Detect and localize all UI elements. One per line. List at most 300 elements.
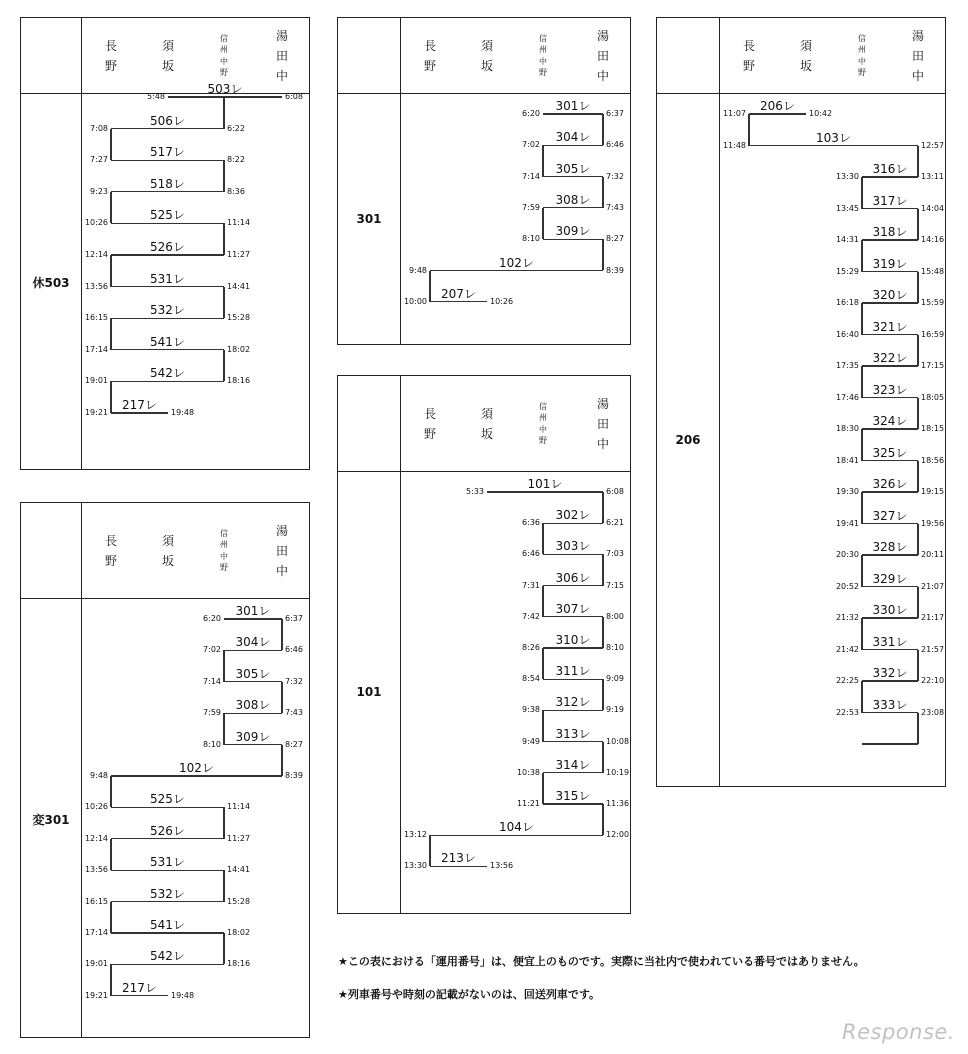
label-column-divider <box>81 503 82 1037</box>
train-number-label <box>873 349 908 366</box>
station-name-char: 長 <box>104 38 117 53</box>
train-number-label <box>556 537 591 554</box>
train-number-label <box>236 602 271 619</box>
turnaround-connector <box>917 398 918 430</box>
train-suffix: レ <box>895 603 908 617</box>
train-number: 328 <box>872 540 896 554</box>
arrival-time: 13:56 <box>490 861 514 871</box>
train-suffix: レ <box>578 161 591 176</box>
train-number: 304 <box>235 635 259 650</box>
turnaround-connector <box>542 145 543 176</box>
train-number-label <box>556 569 591 586</box>
train-number: 303 <box>555 539 579 554</box>
train-suffix: レ <box>895 477 908 491</box>
label-column-divider <box>81 18 82 469</box>
train-number: 321 <box>872 319 896 334</box>
turnaround-connector <box>861 429 862 461</box>
departure-time: 10:00 <box>403 296 427 306</box>
train-number-label <box>873 412 908 429</box>
train-number: 313 <box>555 726 579 741</box>
note-deadhead-train: ★列車番号や時刻の記載がないのは、回送列車です。 <box>338 988 600 1001</box>
arrival-time: 13:30 <box>835 172 859 181</box>
train-number-label <box>499 254 534 271</box>
train-suffix: レ <box>895 634 908 649</box>
diagram-panel-101 <box>337 375 631 914</box>
departure-time: 15:59 <box>921 298 945 307</box>
station-name-char: 野 <box>423 58 436 73</box>
diagram-panel-hen301 <box>20 502 310 1038</box>
departure-time: 5:33 <box>466 487 484 496</box>
train-number-label <box>236 696 271 713</box>
train-number: 526 <box>150 823 173 838</box>
train-number-label <box>873 444 908 461</box>
arrival-time: 15:48 <box>921 266 945 276</box>
turnaround-connector <box>110 776 111 807</box>
train-number: 311 <box>555 664 579 679</box>
train-number: 217 <box>122 398 145 412</box>
departure-time: 6:22 <box>227 123 245 133</box>
train-number-label <box>150 364 185 381</box>
turnaround-connector <box>861 618 862 650</box>
station-name-char: 野 <box>539 68 547 77</box>
station-name-char: 中 <box>220 551 228 561</box>
train-suffix: レ <box>578 757 591 772</box>
turnaround-connector <box>542 773 543 804</box>
train-number-label <box>441 849 476 866</box>
train-suffix: レ <box>172 334 185 349</box>
arrival-time: 12:14 <box>84 833 108 843</box>
train-suffix: レ <box>258 698 271 713</box>
turnaround-connector <box>917 713 918 745</box>
train-number: 305 <box>235 666 259 681</box>
departure-time: 13:56 <box>84 865 108 875</box>
turnaround-connector <box>917 146 918 178</box>
departure-time: 15:28 <box>227 896 251 906</box>
station-name-char: 野 <box>858 68 866 77</box>
departure-time: 7:43 <box>606 202 624 212</box>
train-suffix: レ <box>578 508 591 523</box>
train-suffix: レ <box>172 240 185 254</box>
turnaround-connector <box>861 555 862 587</box>
train-number: 331 <box>872 634 896 649</box>
arrival-time: 11:14 <box>227 218 251 228</box>
train-suffix: レ <box>578 633 591 647</box>
departure-time: 9:49 <box>522 736 540 746</box>
train-run-line <box>862 743 918 744</box>
turnaround-connector <box>917 461 918 493</box>
operation-id: 101 <box>356 685 382 699</box>
station-name-char: 野 <box>539 436 547 445</box>
arrival-time: 18:30 <box>835 424 859 433</box>
turnaround-connector <box>748 114 749 146</box>
train-number: 101 <box>527 477 551 491</box>
departure-time: 8:10 <box>606 643 624 652</box>
turnaround-connector <box>861 681 862 713</box>
train-number-label <box>556 160 591 177</box>
train-suffix: レ <box>258 729 271 744</box>
label-column-divider <box>719 18 720 786</box>
train-suffix: レ <box>578 99 591 113</box>
arrival-time: 16:15 <box>84 313 108 323</box>
label-column-divider <box>400 376 401 913</box>
station-name-char: 信 <box>220 33 228 43</box>
departure-time: 21:17 <box>921 613 945 622</box>
train-number: 104 <box>499 820 522 835</box>
departure-time: 18:15 <box>921 424 945 433</box>
station-name-char: 坂 <box>161 58 174 73</box>
arrival-time: 16:18 <box>835 298 859 307</box>
arrival-time: 17:35 <box>835 361 859 370</box>
turnaround-connector <box>861 177 862 209</box>
train-number: 308 <box>235 698 259 713</box>
station-name-char: 野 <box>423 426 436 441</box>
arrival-time: 6:08 <box>606 487 624 496</box>
train-number: 542 <box>150 949 173 964</box>
station-name-char: 田 <box>275 48 288 63</box>
station-name-char: 田 <box>275 543 288 558</box>
train-suffix: レ <box>895 697 908 712</box>
train-number-label <box>150 790 185 807</box>
departure-time: 10:42 <box>809 109 833 118</box>
train-suffix: レ <box>895 382 908 397</box>
operation-id: 206 <box>675 432 701 447</box>
station-name-char: 坂 <box>161 553 174 568</box>
departure-time: 8:39 <box>606 265 624 275</box>
station-name-char: 須 <box>161 533 174 548</box>
arrival-time: 9:38 <box>522 705 540 715</box>
arrival-time: 14:41 <box>227 281 251 291</box>
train-number-label <box>556 662 591 679</box>
station-name-char: 田 <box>911 48 924 63</box>
turnaround-connector <box>281 682 282 713</box>
station-name-char: 田 <box>596 48 609 63</box>
arrival-time: 19:01 <box>84 376 108 386</box>
station-name-char: 野 <box>104 553 117 568</box>
station-name-char: 長 <box>104 533 117 548</box>
station-name-char: 中 <box>596 436 609 451</box>
train-number: 324 <box>872 414 896 428</box>
departure-time: 5:48 <box>147 92 165 101</box>
turnaround-connector <box>602 679 603 710</box>
train-number-label <box>150 916 185 933</box>
station-name-char: 湯 <box>911 28 924 43</box>
train-suffix: レ <box>172 176 185 191</box>
train-number-label <box>556 97 591 114</box>
train-number-label <box>122 396 157 413</box>
train-suffix: レ <box>895 288 908 302</box>
arrival-time: 22:25 <box>835 676 859 685</box>
train-number: 102 <box>499 255 522 270</box>
arrival-time: 8:26 <box>522 643 540 652</box>
departure-time: 8:10 <box>522 234 540 244</box>
departure-time: 15:29 <box>835 266 859 276</box>
station-name-char: 中 <box>539 424 547 434</box>
train-number: 309 <box>235 729 259 744</box>
departure-time: 6:46 <box>285 645 303 655</box>
departure-time: 7:42 <box>522 611 540 621</box>
train-number: 301 <box>555 99 579 113</box>
train-number: 217 <box>122 980 145 995</box>
arrival-time: 18:02 <box>227 344 251 354</box>
departure-time: 14:16 <box>921 235 945 244</box>
turnaround-connector <box>602 742 603 773</box>
turnaround-connector <box>110 381 111 413</box>
train-suffix: レ <box>172 113 185 128</box>
station-name-char: 州 <box>220 540 228 549</box>
arrival-time: 11:07 <box>722 109 746 118</box>
arrival-time: 8:27 <box>606 234 624 244</box>
station-name-char: 坂 <box>480 58 493 73</box>
station-name-char: 中 <box>539 56 547 66</box>
train-suffix: レ <box>895 414 908 428</box>
train-suffix: レ <box>258 666 271 681</box>
turnaround-connector <box>602 177 603 208</box>
train-suffix: レ <box>172 886 185 901</box>
turnaround-connector <box>281 619 282 650</box>
station-name-char: 野 <box>104 58 117 73</box>
train-number: 506 <box>150 113 173 128</box>
station-name-char: 湯 <box>596 28 609 43</box>
train-number: 532 <box>150 886 173 901</box>
station-name-char: 信 <box>220 528 228 538</box>
train-number: 323 <box>872 382 896 397</box>
turnaround-connector <box>602 804 603 835</box>
departure-time: 8:54 <box>522 674 540 684</box>
departure-time: 13:45 <box>835 203 859 213</box>
train-number: 541 <box>150 334 173 349</box>
arrival-time: 18:56 <box>921 455 945 465</box>
turnaround-connector <box>542 523 543 554</box>
train-number: 207 <box>441 286 464 301</box>
operation-id: 変301 <box>32 812 70 827</box>
train-number-label <box>150 885 185 902</box>
arrival-time: 14:04 <box>921 203 945 213</box>
train-number: 322 <box>872 351 896 365</box>
diagram-panel-kyu503 <box>20 17 310 470</box>
train-suffix: レ <box>578 695 591 710</box>
departure-time: 17:14 <box>84 928 108 937</box>
station-name-char: 坂 <box>480 426 493 441</box>
departure-time: 13:11 <box>921 172 945 181</box>
arrival-time: 6:36 <box>522 518 540 528</box>
train-suffix: レ <box>895 225 908 239</box>
arrival-time: 9:23 <box>90 186 108 196</box>
departure-time: 7:14 <box>522 171 540 181</box>
station-name-char: 州 <box>539 413 547 422</box>
arrival-time: 18:02 <box>227 928 251 937</box>
arrival-time: 19:30 <box>835 487 859 496</box>
departure-time: 19:41 <box>835 518 859 528</box>
train-number: 329 <box>872 571 896 586</box>
train-number-label <box>873 381 908 398</box>
arrival-time: 21:32 <box>835 613 859 622</box>
train-number-label <box>528 475 563 492</box>
train-number-label <box>556 191 591 208</box>
departure-time: 13:30 <box>403 861 427 871</box>
train-suffix: レ <box>258 635 271 650</box>
train-suffix: レ <box>578 192 591 207</box>
header-divider <box>657 93 945 94</box>
train-suffix: レ <box>230 82 243 96</box>
turnaround-connector <box>223 870 224 901</box>
turnaround-connector <box>542 648 543 679</box>
train-number: 541 <box>150 918 173 932</box>
arrival-time: 21:07 <box>921 581 945 591</box>
train-number-label <box>816 129 851 146</box>
departure-time: 10:26 <box>84 802 108 812</box>
train-suffix: レ <box>895 540 908 554</box>
note-operation-number: ★この表における「運用番号」は、便宜上のものです。実際に当社内で使われている番号ではありません。 <box>338 955 865 968</box>
departure-time: 20:52 <box>835 581 859 591</box>
station-name-char: 須 <box>480 38 493 53</box>
departure-time: 17:15 <box>921 361 945 370</box>
train-number: 318 <box>872 225 896 239</box>
station-name-char: 中 <box>220 56 228 66</box>
arrival-time: 14:31 <box>835 235 859 244</box>
departure-time: 7:14 <box>203 676 221 686</box>
train-suffix: レ <box>144 980 157 995</box>
turnaround-connector <box>110 839 111 870</box>
turnaround-connector <box>861 240 862 272</box>
arrival-time: 7:59 <box>203 708 221 718</box>
departure-time: 15:28 <box>227 313 251 323</box>
arrival-time: 9:48 <box>409 265 427 275</box>
arrival-time: 7:32 <box>606 171 624 181</box>
train-number-label <box>150 333 185 350</box>
arrival-time: 11:36 <box>606 799 630 808</box>
arrival-time: 6:37 <box>606 109 624 118</box>
train-number: 332 <box>872 666 896 680</box>
turnaround-connector <box>602 492 603 523</box>
turnaround-connector <box>223 807 224 838</box>
arrival-time: 12:14 <box>84 250 108 259</box>
train-suffix: レ <box>838 130 851 145</box>
train-number: 531 <box>150 855 173 870</box>
turnaround-connector <box>223 650 224 681</box>
station-name-char: 野 <box>220 68 228 77</box>
station-name-char: 中 <box>275 563 288 578</box>
train-number-label <box>441 285 476 302</box>
departure-time: 8:39 <box>285 771 303 780</box>
train-suffix: レ <box>172 303 185 318</box>
station-name-char: 長 <box>742 38 755 53</box>
train-number-label <box>179 759 214 776</box>
train-suffix: レ <box>782 99 795 113</box>
turnaround-connector <box>110 902 111 933</box>
train-number: 309 <box>555 224 579 239</box>
train-suffix: レ <box>895 162 908 176</box>
train-suffix: レ <box>895 193 908 208</box>
train-suffix: レ <box>172 855 185 870</box>
response-logo: Response. <box>842 1020 955 1044</box>
train-number-label <box>556 128 591 145</box>
arrival-time: 19:48 <box>171 408 195 417</box>
departure-time: 18:16 <box>227 959 251 969</box>
arrival-time: 16:59 <box>921 329 945 339</box>
arrival-time: 6:08 <box>285 92 303 101</box>
turnaround-connector <box>281 745 282 776</box>
train-number-label <box>873 475 908 492</box>
arrival-time: 8:27 <box>285 739 303 749</box>
departure-time: 6:20 <box>522 109 540 118</box>
train-number: 330 <box>872 603 896 617</box>
station-name-char: 坂 <box>799 58 812 73</box>
train-suffix: レ <box>895 508 908 523</box>
departure-time: 22:53 <box>835 707 859 717</box>
departure-time: 21:42 <box>835 644 859 654</box>
departure-time: 20:11 <box>921 550 945 559</box>
train-number: 333 <box>872 697 896 712</box>
station-name-char: 州 <box>539 45 547 54</box>
train-number-label <box>150 112 185 129</box>
train-suffix: レ <box>172 366 185 381</box>
turnaround-connector <box>429 271 430 302</box>
train-number: 314 <box>555 757 579 772</box>
train-number: 503 <box>207 82 231 96</box>
turnaround-connector <box>917 335 918 367</box>
arrival-time: 6:37 <box>285 614 303 623</box>
train-suffix: レ <box>578 726 591 741</box>
arrival-time: 7:31 <box>522 580 540 590</box>
train-number-label <box>150 853 185 870</box>
train-number: 327 <box>872 508 896 523</box>
header-divider <box>21 93 309 94</box>
train-suffix: レ <box>172 208 185 223</box>
train-number-label <box>499 818 534 835</box>
train-number-label <box>236 665 271 682</box>
train-number-label <box>556 631 591 648</box>
train-number-label <box>150 822 185 839</box>
turnaround-connector <box>542 710 543 741</box>
train-number-label <box>556 725 591 742</box>
station-name-char: 須 <box>799 38 812 53</box>
train-number-label <box>150 206 185 223</box>
train-number-label <box>873 286 908 303</box>
turnaround-connector <box>542 208 543 239</box>
station-name-char: 野 <box>742 58 755 73</box>
train-number-label <box>873 255 908 272</box>
departure-time: 18:16 <box>227 376 251 386</box>
station-name-char: 信 <box>858 33 866 43</box>
train-number-label <box>150 143 185 160</box>
train-number-label <box>873 538 908 555</box>
train-suffix: レ <box>578 224 591 239</box>
train-suffix: レ <box>172 823 185 838</box>
train-number-label <box>236 728 271 745</box>
train-suffix: レ <box>463 851 476 866</box>
train-number: 525 <box>150 792 173 807</box>
station-name-char: 中 <box>911 68 924 83</box>
train-number-label <box>122 979 157 996</box>
train-number-label <box>873 601 908 618</box>
train-number-label <box>873 696 908 713</box>
train-suffix: レ <box>521 255 534 270</box>
train-number-label <box>236 633 271 650</box>
train-number: 306 <box>555 570 579 585</box>
turnaround-connector <box>917 650 918 682</box>
station-name-char: 野 <box>220 563 228 572</box>
train-number-label <box>208 80 243 97</box>
turnaround-connector <box>110 318 111 350</box>
arrival-time: 10:38 <box>516 767 540 777</box>
arrival-time: 18:05 <box>921 392 945 402</box>
turnaround-connector <box>602 554 603 585</box>
train-suffix: レ <box>172 271 185 286</box>
arrival-time: 16:15 <box>84 896 108 906</box>
train-number: 315 <box>555 789 579 803</box>
train-number-label <box>873 664 908 681</box>
train-suffix: レ <box>172 918 185 932</box>
